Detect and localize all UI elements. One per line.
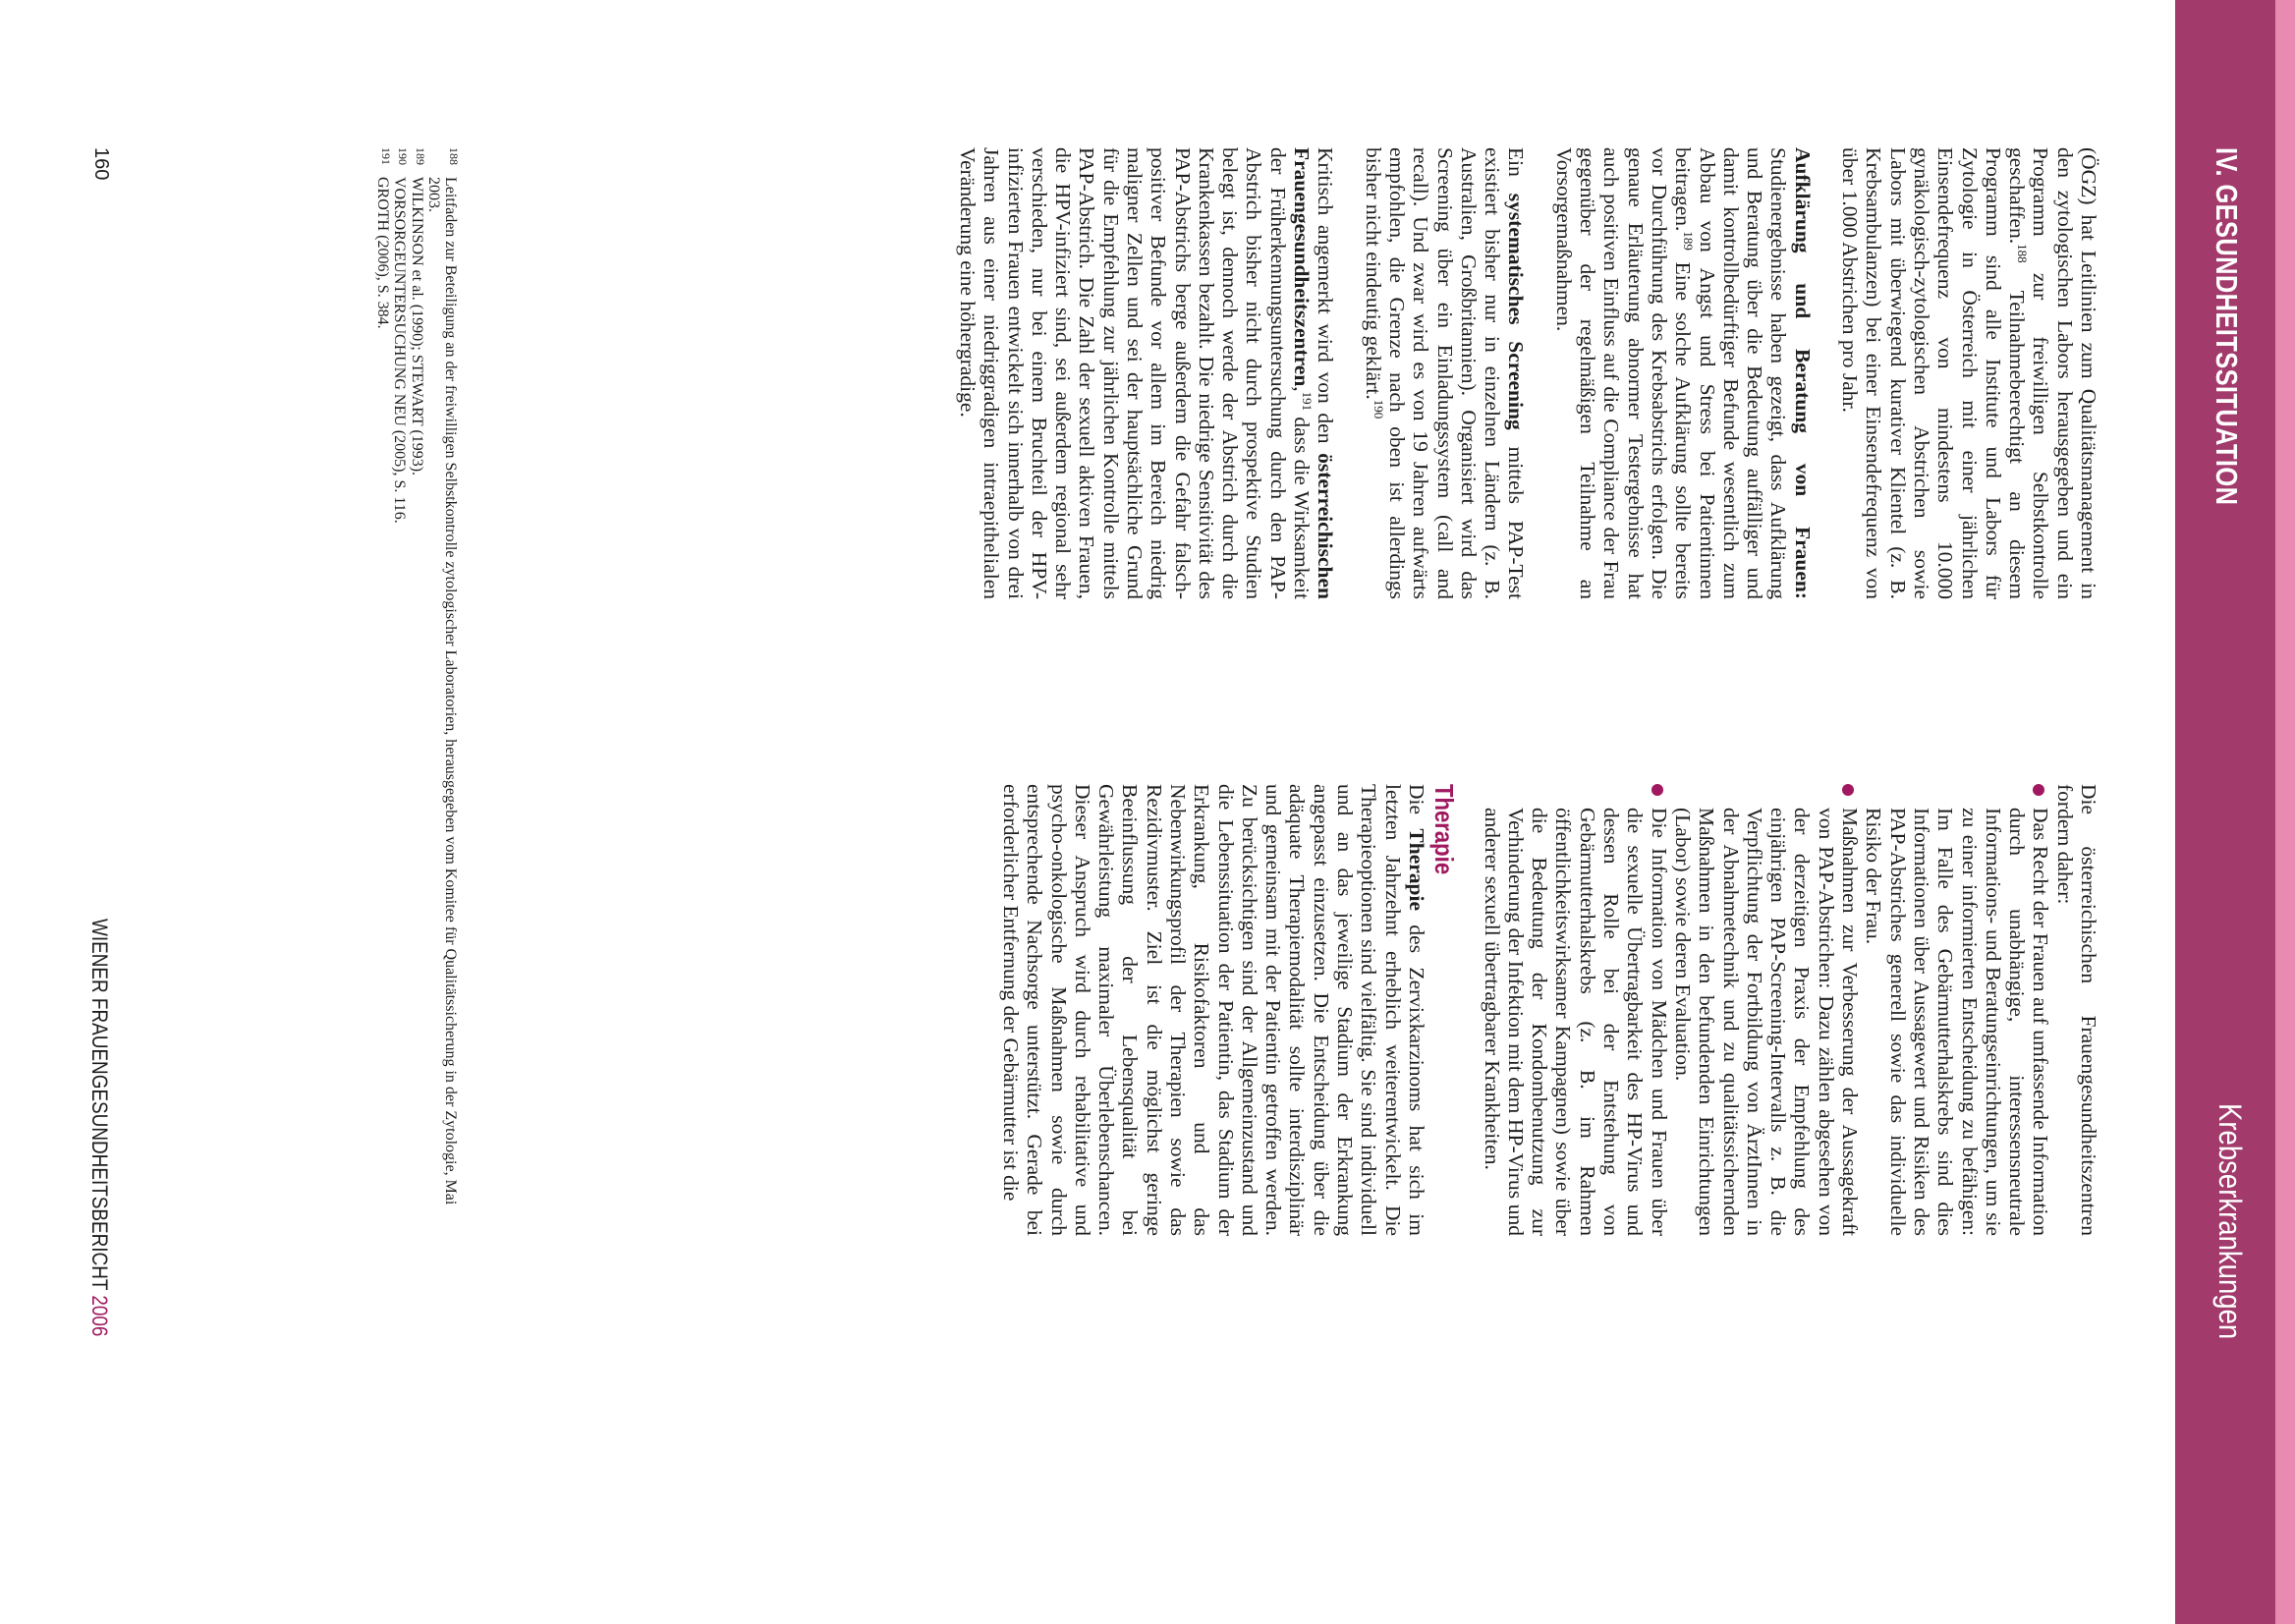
- heading-therapie: Therapie: [1429, 784, 1460, 875]
- page-number: 160: [90, 147, 112, 181]
- section-title: Krebserkrankungen: [2212, 1103, 2248, 1340]
- paragraph-therapie: Die Therapie des Zervixkarzinoms hat sich im letzten Jahrzehnt erheblich weiterentwickelt. Die Therapieoptionen sind vielfältig. Sie sind individuell und an das jeweilige Stadium der Erkrankung angepasst einzusetzen. Die Entscheidung über die adäquate Therapiemodalität sollte interdisziplinär und gemeinsam mit der Patientin getroffen werden. Zu berücksichtigen sind der Allgemeinzustand und die Lebenssituation der Patientin, das Stadium der Erkrankung, Risikofaktoren und das Nebenwirkungsprofil der Therapien sowie das Rezidivmuster. Ziel ist die möglichst geringe Beeinflussung der Lebensqualität bei Gewährleistung maximaler Überlebenschancen. Dieser Anspruch wird durch rehabilitative und psycho-onkologische Maßnahmen sowie durch entsprechende Nachsorge unterstützt. Gerade bei erforderlicher Entfernung der Gebärmutter ist die: [998, 784, 1428, 1237]
- footnotes: [373, 147, 459, 1228]
- report-title: WIENER FRAUENGESUNDHEITSBERICHT 2006: [87, 919, 112, 1337]
- list-item: Das Recht der Frauen auf umfassende Information durch unabhängige, interessensneutrale Informations- und Beratungseinrichtungen, um sie zu einer informierten Entscheidung zu befähigen: Im Falle des Gebärmutterhalskrebs sind dies Informationen über Aussagewert und Risiken des PAP-Abstriches generell sowie das individuelle Risiko der Frau.: [1862, 784, 2052, 1236]
- text-column-right: [998, 784, 2100, 1237]
- paragraph-oegz: (ÖGZ) hat Leitlinien zum Qualitätsmanagement in den zytologischen Labors herausgegeben und ein Programm zur freiwilligen Selbstkontrolle geschaffen.$^{188}$ Teilnahmeberechtigt an diesem Programm sind alle Institute und Labors für Zytologie in Österreich mit einer jährlichen Einsendefrequenz von mindestens 10.000 gynäkologisch-zytologischen Abstrichen sowie Labors mit überwiegend kurativer Klientel (z. B. Krebsambulanzen) bei einer Einsendefrequenz von über 1.000 Abstrichen pro Jahr.: [1838, 147, 2100, 599]
- footnote-ref-189[interactable]: 189: [1681, 231, 1697, 251]
- forderungen-list: [1480, 784, 2052, 1236]
- footnote-190: 190 VORSORGEUNTERSUCHUNG NEU (2005), S. 116.: [391, 147, 411, 524]
- list-item: Maßnahmen zur Verbesserung der Aussagekraft von PAP-Abstrichen: Dazu zählen abgesehen von der derzeitigen Praxis der Empfehlung des einjährigen PAP-Screening-Intervalls z. B. die Verpflichtung der Fortbildung von ÄrztInnen in der Abnahmetechnik und zu qualitätssichernden Maßnahmen in den befundenden Einrichtungen (Labor) sowie deren Evaluation.: [1671, 784, 1862, 1236]
- footnote-191: 191 GROTH (2006), S. 384.: [374, 147, 393, 329]
- paragraph-kritik: Kritisch angemerkt wird von den österreichischen Frauengesundheitszentren,$^{191}$ dass die Wirksamkeit der Früherkennungsuntersuchung durch den PAP-Abstrich bisher nicht durch prospektive Studien belegt ist, dennoch werde der Abstrich durch die Krankenkassen bezahlt. Die niedrige Sensitivität des PAP-Abstrichs berge außerdem die Gefahr falsch-positiver Befunde vor allem im Bereich niedrig maligner Zellen und sei der hauptsächliche Grund für die Empfehlung zur jährlichen Kontrolle mittels PAP-Abstrich. Die Zahl der sexuell aktiven Frauen, die HPV-infiziert sind, sei außerdem regional sehr verschieden, nur bei einem Bruchteil der HPV-infizierten Frauen entwickelt sich innerhalb von drei Jahren aus einer niedriggradigen intraepithelialen Veränderung eine höhergradige.: [955, 147, 1338, 599]
- paragraph-forderungen-intro: Die österreichischen Frauengesundheitszentren fordern daher:: [2052, 784, 2100, 1236]
- list-item: Die Information von Mädchen und Frauen über die sexuelle Übertragbarkeit des HP-Virus und dessen Rolle bei der Entstehung von Gebärmutterhalskrebs (z. B. im Rahmen öffentlichkeitswirksamer Kampagnen) sowie über die Bedeutung der Kondombenutzung zur Verhinderung der Infektion mit dem HP-Virus und anderer sexuell übertragbarer Krankheiten.: [1480, 784, 1670, 1236]
- footnote-ref-188[interactable]: 188: [2015, 244, 2031, 263]
- footnote-ref-191[interactable]: 191: [1300, 391, 1315, 412]
- header-band-accent: [2275, 0, 2295, 1624]
- footnote-189: 189 WILKINSON et al. (1990); STEWART (1993).: [409, 147, 427, 476]
- report-year: 2006: [87, 1295, 112, 1337]
- paragraph-aufklaerung: Aufklärung und Beratung von Frauen: Studienergebnisse haben gezeigt, dass Aufklärung und Beratung über die Bedeutung auffälliger und damit kontrollbedürftiger Befunde wesentlich zum Abbau von Angst und Stress bei Patientinnen beitragen.$^{189}$ Eine solche Aufklärung sollte bereits vor Durchführung des Krebsabstrichs erfolgen. Die genaue Erläuterung abnormer Testergebnisse hat auch positiven Einfluss auf die Compliance der Frau gegenüber der regelmäßigen Teilnahme an Vorsorgemaßnahmen.: [1551, 147, 1815, 599]
- chapter-title: IV. GESUNDHEITSSITUATION: [2210, 147, 2244, 506]
- text-column-left: [955, 147, 2100, 600]
- footnote-ref-190[interactable]: 190: [1371, 399, 1386, 420]
- footnote-188: 188 Leitfaden zur Beteiligung an der freiwilligen Selbstkontrolle zytologischer Laboratorien, herausgegeben vom Komitee für Qualitätssicherung in der Zytologie, Mai 2003.: [425, 147, 461, 1205]
- paragraph-screening: Ein systematisches Screening mittels PAP-Test existiert bisher nur in einzelnen Ländern (z. B. Australien, Großbritannien). Organisiert wird das Screening über ein Einladungssystem (call and recall). Und zwar wird es von 19 Jahren aufwärts empfohlen, die Grenze nach oben ist allerdings bisher nicht eindeutig geklärt.$^{190}$: [1361, 147, 1529, 600]
